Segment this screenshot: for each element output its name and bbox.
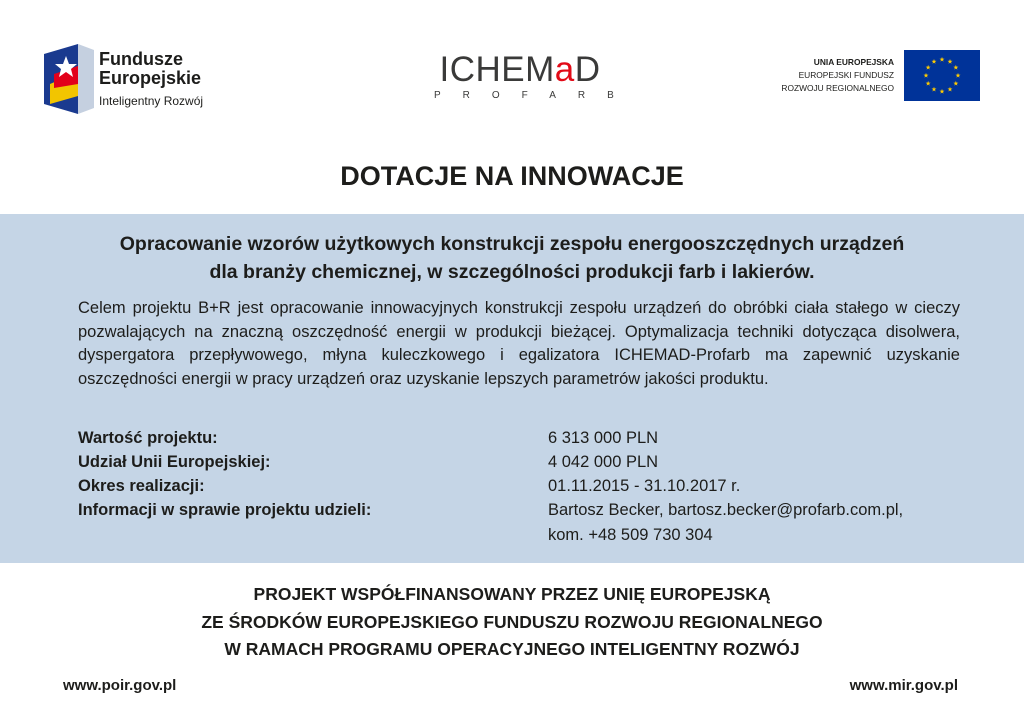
- ichemad-profarb: PROFARB: [434, 90, 636, 101]
- eu-line2: EUROPEJSKI FUNDUSZ: [798, 70, 894, 80]
- page-title: DOTACJE NA INNOWACJE: [340, 161, 684, 191]
- detail-value: 6 313 000 PLN: [548, 429, 659, 447]
- ichemad-word-red-a: a: [554, 50, 575, 89]
- project-subtitle-line2: dla branży chemicznej, w szczególności produkcji farb i lakierów.: [209, 261, 815, 283]
- ichemad-word-c: D: [574, 50, 601, 89]
- eu-line1: UNIA EUROPEJSKA: [813, 57, 894, 67]
- fe-logo-line2: Europejskie: [99, 68, 202, 88]
- detail-value: 4 042 000 PLN: [548, 453, 659, 471]
- project-subtitle-line1: Opracowanie wzorów użytkowych konstrukcji zespołu energooszczędnych urządzeń: [119, 233, 905, 255]
- footer-line1: PROJEKT WSPÓŁFINANSOWANY PRZEZ UNIĘ EUROPEJSKĄ: [253, 584, 771, 604]
- contact-phone: kom. +48 509 730 304: [548, 526, 713, 544]
- detail-value: Bartosz Becker, bartosz.becker@profarb.com.pl,: [548, 501, 904, 519]
- project-subtitle: [60, 230, 964, 286]
- poir-link[interactable]: www.poir.gov.pl: [63, 677, 177, 694]
- eu-text-block: [740, 56, 894, 95]
- fundusze-europejskie-text: [99, 50, 203, 109]
- project-description: Celem projektu B+R jest opracowanie innowacyjnych konstrukcji zespołu urządzeń do obróbki ciała stałego w cieczy pozwalających na znaczną oszczędność energii w produkcji bieżącej. Optymalizacja techniki dotycząca disolwera, dyspergatora przepływowego, młyna kuleczkowego i egalizatora ICHEMAD-Profarb ma zapewnić uzyskanie oszczędności energii w pracy urządzeń oraz uzyskanie lepszych parametrów jakości produktu.: [78, 299, 960, 388]
- ichemad-logo: [414, 50, 636, 101]
- ichemad-wordmark: [414, 52, 626, 88]
- detail-label: Wartość projektu:: [78, 429, 218, 447]
- fe-logo-line1: Fundusze: [99, 49, 183, 69]
- detail-label: Udział Unii Europejskiej:: [78, 453, 271, 471]
- fe-logo-line3: Inteligentny Rozwój: [99, 94, 204, 108]
- mir-link[interactable]: www.mir.gov.pl: [849, 677, 958, 694]
- ichemad-word-a: ICHEM: [439, 50, 555, 89]
- detail-label: Informacji w sprawie projektu udzieli:: [78, 501, 372, 519]
- footer-line3: W RAMACH PROGRAMU OPERACYJNEGO INTELIGENTNY ROZWÓJ: [224, 639, 800, 659]
- detail-label: Okres realizacji:: [78, 477, 205, 495]
- detail-value: 01.11.2015 - 31.10.2017 r.: [548, 477, 741, 495]
- footer-line2: ZE ŚRODKÓW EUROPEJSKIEGO FUNDUSZU ROZWOJU REGIONALNEGO: [201, 611, 823, 632]
- fundusze-europejskie-logo-icon: [44, 44, 94, 114]
- eu-line3: ROZWOJU REGIONALNEGO: [781, 83, 894, 93]
- eu-flag-icon: [904, 50, 980, 101]
- cofinancing-statement: [0, 581, 1024, 664]
